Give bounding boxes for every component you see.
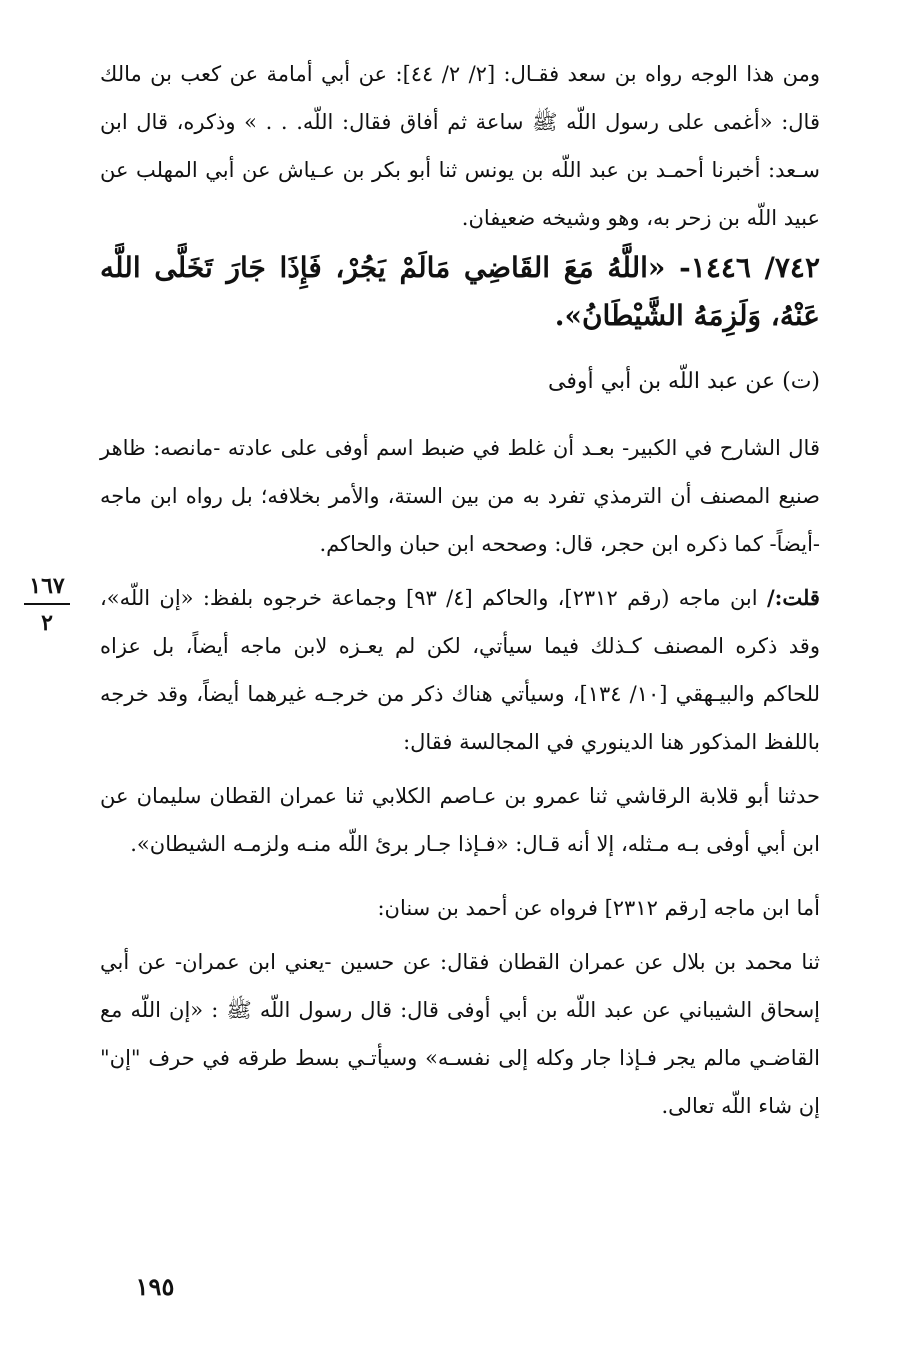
folio-divider — [24, 603, 70, 605]
folio-number: ١٦٧ — [29, 573, 65, 599]
page-body — [100, 50, 820, 1130]
final-chain-paragraph: ثنا محمد بن بلال عن عمران القطان فقال: عن حسين -يعني ابن عمران- عن أبي إسحاق الشيباني عن عبد اللّه بن أبي أوفى قال: قال رسول اللّه ﷺ : «إن اللّه مع القاضـي مالم يجر فـإذا جار وكله إلى نفسـه» وسيأتـي بسط طرقه في حرف "إن" إن شاء اللّه تعالى. — [100, 950, 820, 1118]
intro-paragraph: ومن هذا الوجه رواه بن سعد فقـال: [٢/ ٢/ ٤٤]: عن أبي أمامة عن كعب بن مالك قال: «أغمى على رسول اللّه ﷺ ساعة ثم أفاق فقال: اللّه. . . » وذكره، قال ابن سـعد: أخبرنا أحمـد بن عبد اللّه بن يونس ثنا أبو بكر بن عـياش عن أبي المهلب عن عبيد اللّه بن زحر به، وهو وشيخه ضعيفان. — [100, 62, 820, 230]
commentary-paragraph: قال الشارح في الكبير- بعـد أن غلط في ضبط اسم أوفى على عادته -مانصه: ظاهر صنيع المصنف أن الترمذي تفرد به من بين الستة، والأمر بخلافه؛ بل رواه ابن ماجه -أيضاً- كما ذكره ابن حجر، قال: وصححه ابن حبان والحاكم. — [100, 436, 820, 556]
page-number: ١٩٥ — [135, 1272, 175, 1301]
ibn-majah-paragraph: أما ابن ماجه [رقم ٢٣١٢] فرواه عن أحمد بن سنان: — [377, 896, 820, 920]
hadith-source: (ت) عن عبد اللّه بن أبي أوفى — [548, 369, 820, 394]
chain-paragraph: حدثنا أبو قلابة الرقاشي ثنا عمرو بن عـاصم الكلابي ثنا عمران القطان سليمان عن ابن أبي أوفى بـه مـثله، إلا أنه قـال: «فـإذا جـار برئ اللّه منـه ولزمـه الشيطان». — [100, 784, 820, 856]
qultu-label: قلت:/ — [766, 585, 820, 610]
author-response-text: ابن ماجه (رقم ٢٣١٢]، والحاكم [٤/ ٩٣] وجماعة خرجوه بلفظ: «إن اللّه»، وقد ذكره المصنف كـذلك فيما سيأتي، لكن لم يعـزه لابن ماجه أيضاً، بل عزاه للحاكم والبيـهقي [١٠/ ١٣٤]، وسيأتي هناك ذكر من خرجـه غيرهما أيضاً، وقد خرجه باللفظ المذكور هنا الدينوري في المجالسة فقال: — [100, 586, 821, 754]
author-response-paragraph — [100, 574, 820, 766]
manuscript-folio-note — [22, 572, 72, 637]
folio-side: ٢ — [41, 610, 53, 636]
hadith-text: ٧٤٢/ ١٤٤٦- «اللَّهُ مَعَ القَاضِي مَالَمْ يَجُرْ، فَإِذَا جَارَ تَخَلَّى اللَّه عَنْهُ، وَلَزِمَهُ الشَّيْطَانُ». — [100, 251, 820, 332]
